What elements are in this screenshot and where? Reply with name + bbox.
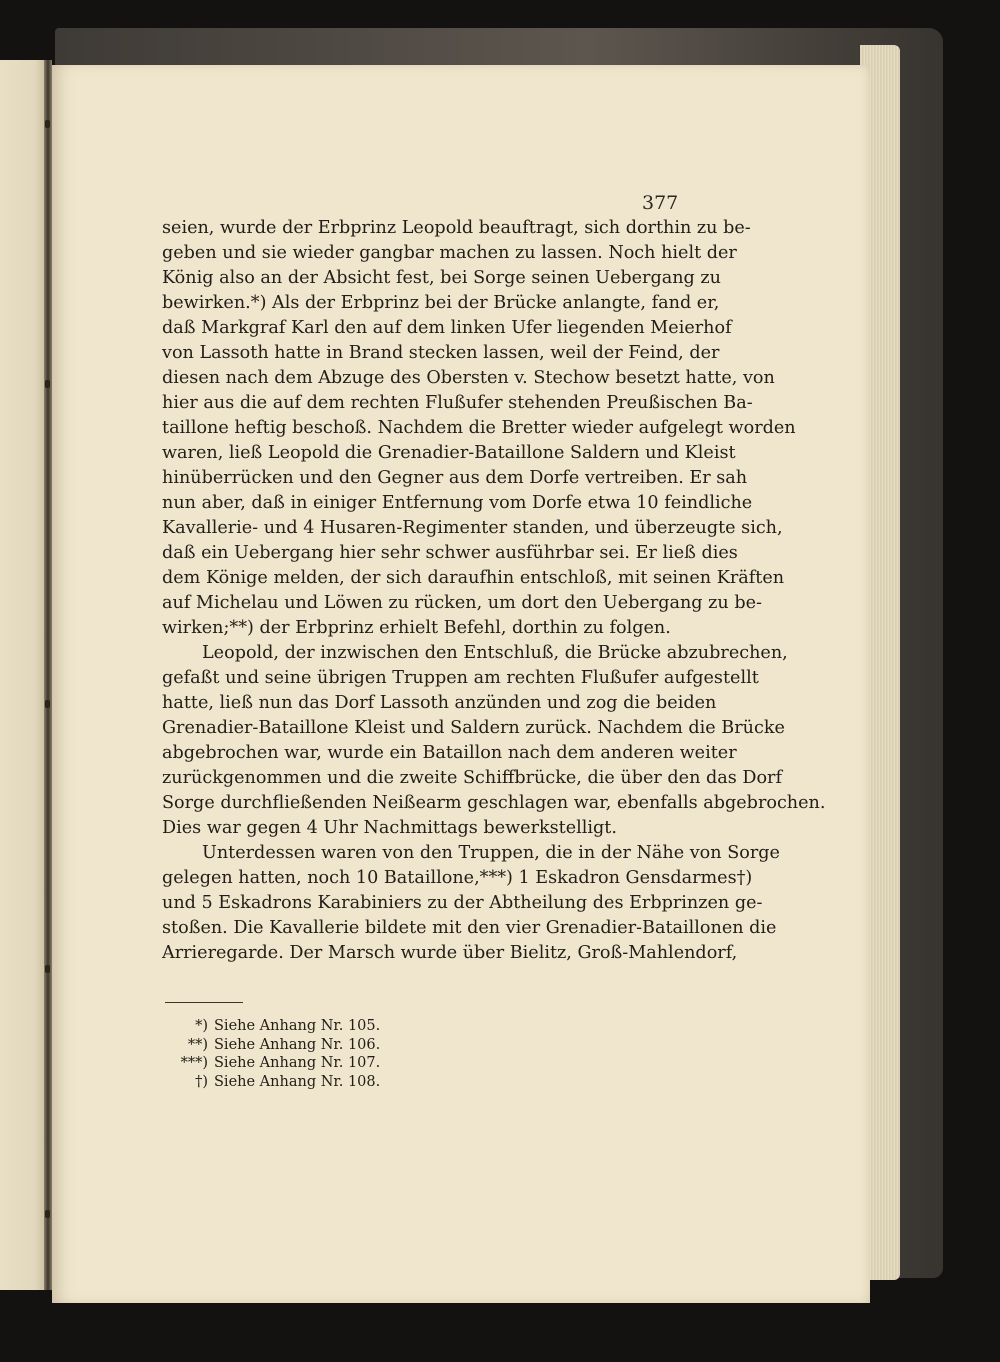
text-line: geben und sie wieder gangbar machen zu lassen. Noch hielt der [162, 243, 737, 263]
footnote-text: Siehe Anhang Nr. 106. [214, 1036, 381, 1053]
text-line: daß Markgraf Karl den auf dem linken Ufer liegenden Meierhof [162, 318, 732, 338]
footnote-mark: **) [187, 1036, 208, 1053]
text-line: dem Könige melden, der sich daraufhin entschloß, mit seinen Kräften [162, 568, 785, 588]
text-line: nun aber, daß in einiger Entfernung vom Dorfe etwa 10 feindliche [162, 493, 753, 513]
footnote-mark: *) [195, 1018, 208, 1034]
text-line: Sorge durchfließenden Neißearm geschlagen war, ebenfalls abgebrochen. [162, 793, 826, 813]
book-gutter [44, 60, 52, 1290]
text-line: Grenadier-Bataillone Kleist und Saldern zurück. Nachdem die Brücke [162, 718, 785, 738]
text-line: hier aus die auf dem rechten Flußufer stehenden Preußischen Ba- [162, 393, 753, 413]
text-line: Leopold, der inzwischen den Entschluß, die Brücke abzubrechen, [202, 643, 788, 663]
text-line: Dies war gegen 4 Uhr Nachmittags bewerkstelligt. [162, 818, 617, 838]
page-number: 377 [642, 192, 679, 214]
text-line: seien, wurde der Erbprinz Leopold beauftragt, sich dorthin zu be- [162, 218, 751, 238]
footnote-text: Siehe Anhang Nr. 107. [214, 1055, 381, 1071]
footnote [160, 1054, 420, 1073]
text-line: abgebrochen war, wurde ein Bataillon nach dem anderen weiter [162, 743, 737, 763]
footnote-mark: †) [195, 1073, 208, 1090]
footnote-text: Siehe Anhang Nr. 105. [214, 1018, 381, 1034]
text-line: hinüberrücken und den Gegner aus dem Dorfe vertreiben. Er sah [162, 468, 748, 488]
text-line: auf Michelau und Löwen zu rücken, um dort den Uebergang zu be- [162, 593, 762, 613]
text-line: wirken;**) der Erbprinz erhielt Befehl, dorthin zu folgen. [162, 618, 671, 638]
footnotes [160, 1017, 420, 1091]
footnote [160, 1036, 420, 1055]
text-line: Unterdessen waren von den Truppen, die in der Nähe von Sorge [202, 843, 780, 863]
text-line: hatte, ließ nun das Dorf Lassoth anzünden und zog die beiden [162, 693, 717, 713]
text-line: daß ein Uebergang hier sehr schwer ausführbar sei. Er ließ dies [162, 543, 738, 563]
footnote-text: Siehe Anhang Nr. 108. [214, 1073, 381, 1090]
text-line: Arrieregarde. Der Marsch wurde über Bielitz, Groß-Mahlendorf, [162, 943, 738, 963]
text-line: von Lassoth hatte in Brand stecken lassen, weil der Feind, der [162, 343, 720, 363]
footnote-mark: ***) [180, 1055, 208, 1071]
footnote [160, 1017, 420, 1036]
text-line: taillone heftig beschoß. Nachdem die Bretter wieder aufgelegt worden [162, 418, 796, 438]
footnote-divider [165, 1002, 243, 1003]
text-line: gefaßt und seine übrigen Truppen am rechten Flußufer aufgestellt [162, 668, 759, 688]
text-line: gelegen hatten, noch 10 Bataillone,***) 1 Eskadron Gensdarmes†) [162, 868, 753, 888]
text-line: waren, ließ Leopold die Grenadier-Bataillone Saldern und Kleist [162, 443, 736, 463]
body-text [162, 216, 826, 966]
text-line: diesen nach dem Abzuge des Obersten v. Stechow besetzt hatte, von [162, 368, 775, 388]
footnote [160, 1073, 420, 1092]
text-line: bewirken.*) Als der Erbprinz bei der Brücke anlangte, fand er, [162, 293, 720, 313]
left-page [0, 60, 50, 1290]
text-line: zurückgenommen und die zweite Schiffbrücke, die über den das Dorf [162, 768, 782, 788]
text-line: Kavallerie- und 4 Husaren-Regimenter standen, und überzeugte sich, [162, 518, 783, 538]
text-line: König also an der Absicht fest, bei Sorge seinen Uebergang zu [162, 268, 721, 288]
text-line: stoßen. Die Kavallerie bildete mit den vier Grenadier-Bataillonen die [162, 918, 777, 938]
text-line: und 5 Eskadrons Karabiniers zu der Abtheilung des Erbprinzen ge- [162, 893, 763, 913]
